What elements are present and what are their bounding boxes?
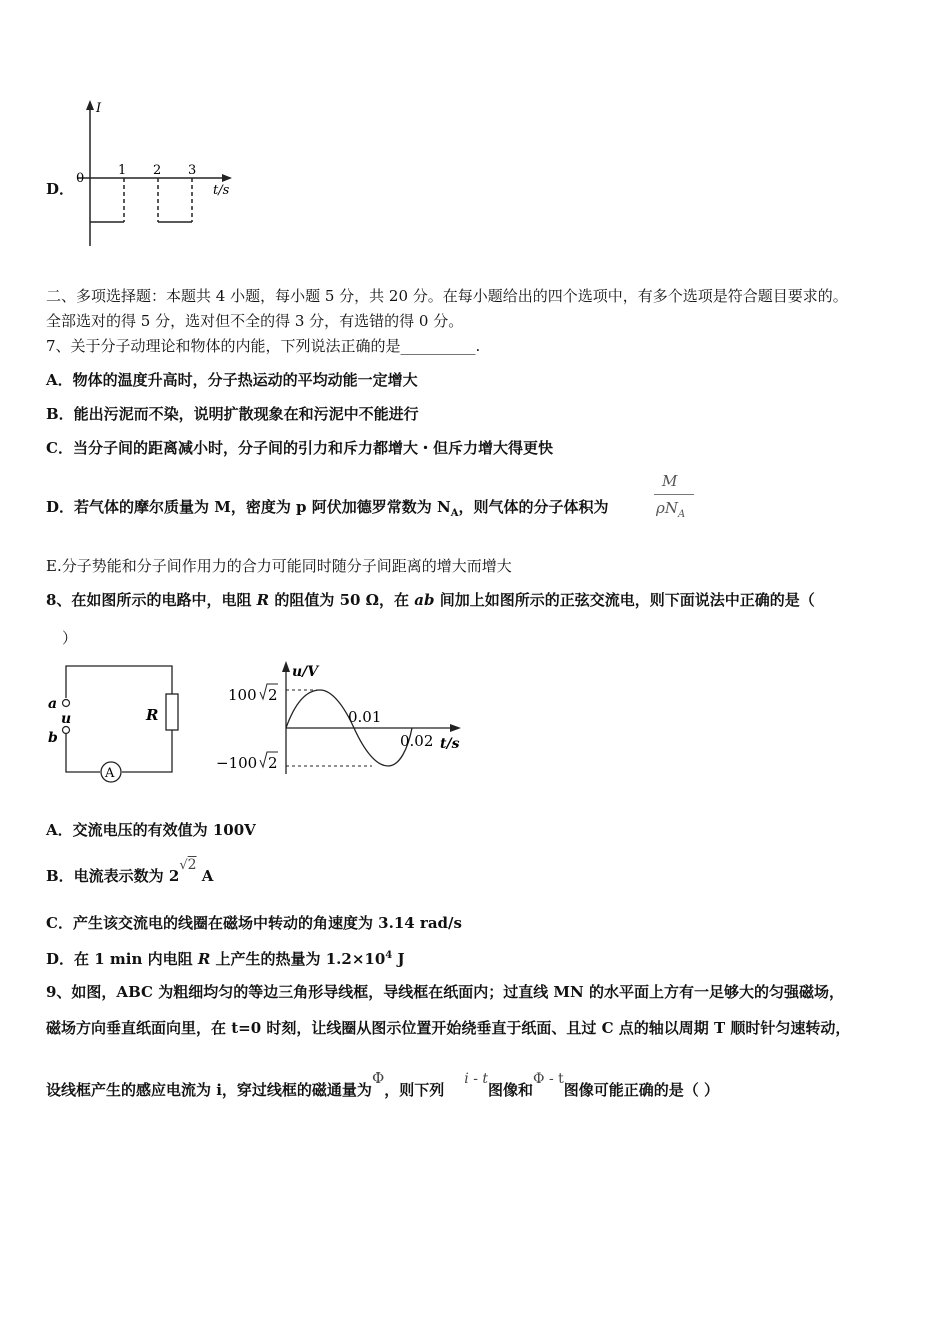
x-axis-label: t/s xyxy=(213,183,230,198)
q8-stem: 8、在如图所示的电路中，电阻 R 的阻值为 50 Ω，在 ab 间加上如图所示的正弦交流电，则下面说法中正确的是（ xyxy=(46,591,815,609)
terminal-b xyxy=(63,727,70,734)
current-time-graph xyxy=(70,98,240,250)
q9-line2: 磁场方向垂直纸面向里，在 t=0 时刻，让线圈从图示位置开始绕垂直于纸面、且过 C 点的轴以周期 T 顺时针匀速转动， xyxy=(46,1019,851,1037)
terminal-a-label: a xyxy=(48,696,58,712)
section2-line2: 全部选对的得 5 分，选对但不全的得 3 分，有选错的得 0 分。 xyxy=(46,312,464,330)
circuit-diagram xyxy=(42,660,192,784)
voltage-label-u: u xyxy=(61,711,72,727)
resistor xyxy=(166,694,178,730)
section2-line1: 二、多项选择题：本题共 4 小题，每小题 5 分，共 20 分。在每小题给出的四个选项中，有多个选项是符合题目要求的。 xyxy=(46,287,848,305)
q7-fraction-numerator: M xyxy=(662,472,678,490)
graph-y-label: u/V xyxy=(292,664,319,680)
tick-label-001: 0.01 xyxy=(348,708,382,726)
origin-label: 0 xyxy=(76,171,85,186)
q8-option-a: A．交流电压的有效值为 100V xyxy=(46,821,256,839)
q8-stem-close: ） xyxy=(62,629,78,647)
resistor-label: R xyxy=(146,706,159,724)
tick-label-2: 2 xyxy=(153,163,162,178)
q7-option-d: D．若气体的摩尔质量为 M，密度为 p 阿伏加德罗常数为 $N_A$，则气体的分子体积为 xyxy=(46,498,609,519)
ymax-sqrt-value: 2 xyxy=(268,686,278,704)
q7-fraction-denominator: $\rho N_A$ xyxy=(656,499,686,520)
graph-x-label: t/s xyxy=(440,736,460,752)
graph-y-arrow xyxy=(282,661,290,672)
ymax-label: 100 xyxy=(228,686,257,704)
q7-option-b: B．能出污泥而不染，说明扩散现象在和污泥中不能进行 xyxy=(46,405,419,423)
q7-stem: 7、关于分子动理论和物体的内能，下列说法正确的是__________. xyxy=(46,337,481,355)
tick-label-1: 1 xyxy=(118,163,127,178)
q7-option-c: C．当分子间的距离减小时，分子间的引力和斥力都增大・但斥力增大得更快 xyxy=(46,439,553,457)
q9-line1: 9、如图，ABC 为粗细均匀的等边三角形导线框，导线框在纸面内；过直线 MN 的水平面上方有一足够大的匀强磁场， xyxy=(46,983,844,1001)
q8-option-b: B．电流表示数为 2√2 A xyxy=(46,857,214,885)
ammeter-label: A xyxy=(105,766,115,781)
y-axis-label: I xyxy=(96,101,102,116)
q7-fraction-bar xyxy=(654,494,694,495)
q8-option-c: C．产生该交流电的线圈在磁场中转动的角速度为 3.14 rad/s xyxy=(46,914,462,932)
q7-option-a: A．物体的温度升高时，分子热运动的平均动能一定增大 xyxy=(46,371,418,389)
q9-line3: 设线框产生的感应电流为 i，穿过线框的磁通量为Φ，则下列i - t图像和Φ - t图像可能正确的是（ ） xyxy=(46,1069,719,1099)
tick-label-002: 0.02 xyxy=(400,732,434,750)
voltage-time-graph xyxy=(212,656,474,780)
terminal-b-label: b xyxy=(48,730,58,746)
ymin-label: −100 xyxy=(216,754,258,772)
q8-option-d: D．在 1 min 内电阻 R 上产生的热量为 $1.2\times 10^4$ J xyxy=(46,950,405,968)
y-axis-arrow xyxy=(86,100,94,110)
graph-x-arrow xyxy=(450,724,461,732)
terminal-a xyxy=(63,700,70,707)
x-axis-arrow xyxy=(222,174,232,182)
circuit-wire-bottom xyxy=(66,732,100,772)
ymin-sqrt-value: 2 xyxy=(268,754,278,772)
q7-option-e: E.分子势能和分子间作用力的合力可能同时随分子间距离的增大而增大 xyxy=(46,557,512,575)
tick-label-3: 3 xyxy=(188,163,197,178)
option-d-label: D． xyxy=(46,180,75,198)
